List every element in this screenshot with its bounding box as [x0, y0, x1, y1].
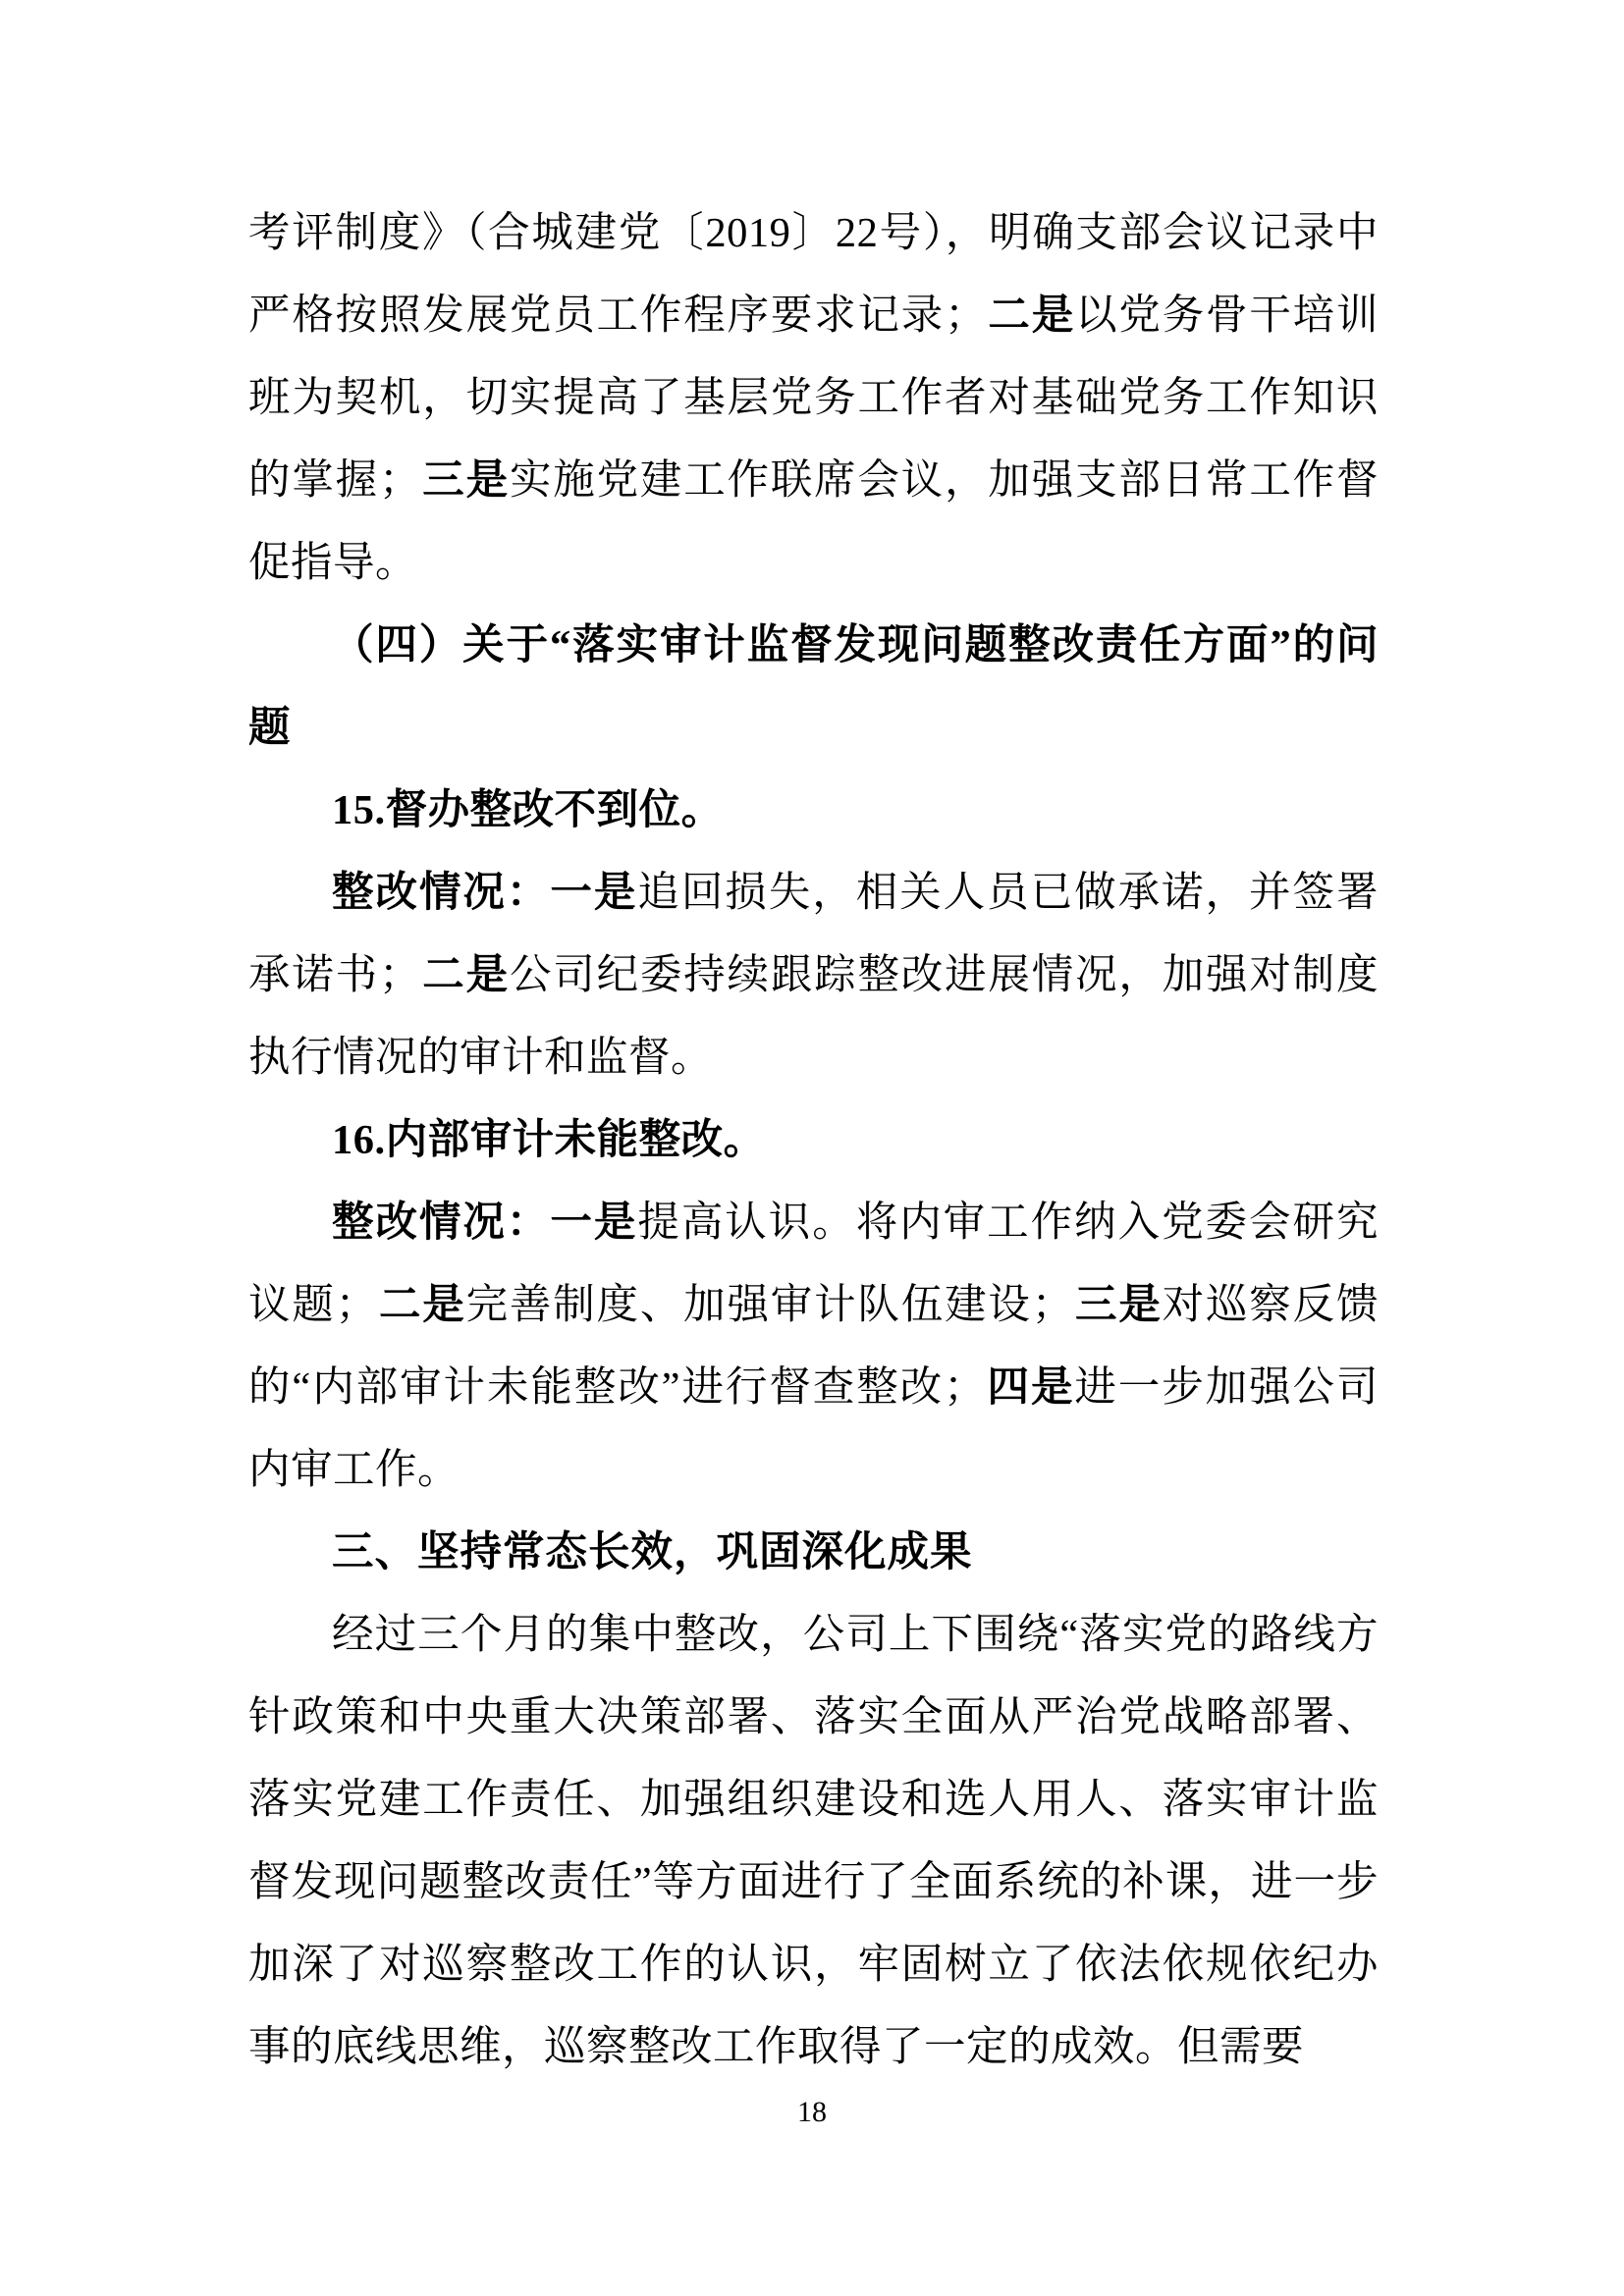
heading-part-three	[248, 1512, 1379, 1594]
emphasis-run: 整改情况：一是	[332, 870, 638, 916]
paragraph-continuation	[248, 192, 1379, 605]
heading-section-four	[248, 605, 1379, 770]
heading-text: 三、坚持常态长效，巩固深化成果	[332, 1529, 973, 1575]
emphasis-run: 三是	[420, 457, 510, 504]
text-run: 实施党建工作联席会议，加强支部日常工作督促指导。	[248, 457, 1379, 586]
paragraph-item-15-rectification	[248, 852, 1379, 1099]
heading-text: 15.督办整改不到位。	[332, 787, 724, 833]
heading-item-16	[248, 1099, 1379, 1182]
text-run: 以党务骨干培训班为契机，切实提高了基层党务工作者对基础党务工作知识的掌握；	[248, 293, 1379, 504]
text-run: 经过三个月的集中整改，公司上下围绕“落实党的路线方针政策和中央重大决策部署、落实全面从严治党战略部署、落实党建工作责任、加强组织建设和选人用人、落实审计监督发现问题整改责任”等方面进行了全面系统的补课，进一步加深了对巡察整改工作的认识，牢固树立了依法依规依纪办事的底线思维，巡察整改工作取得了一定的成效。但需要	[248, 1612, 1379, 2070]
text-run: 考评制度》（合城建党〔2019〕22号），明确支部会议记录中严格按照发展党员工作程序要求记录；	[248, 210, 1379, 339]
text-run: 公司纪委持续跟踪整改进展情况，加强对制度执行情况的审计和监督。	[248, 952, 1379, 1081]
text-run: 提高认识。将内审工作纳入党委会研究议题；	[248, 1200, 1379, 1328]
text-run: 完善制度、加强审计队伍建设；	[465, 1282, 1074, 1328]
emphasis-run: 二是	[377, 1282, 466, 1328]
heading-text: 16.内部审计未能整改。	[332, 1117, 766, 1163]
text-run: 对巡察反馈的“内部审计未能整改”进行督查整改；	[248, 1282, 1379, 1411]
emphasis-run: 整改情况：一是	[332, 1200, 638, 1246]
emphasis-run: 三是	[1073, 1282, 1163, 1328]
page-number: 18	[797, 2096, 827, 2128]
text-run: 进一步加强公司内审工作。	[248, 1364, 1379, 1493]
paragraph-item-16-rectification	[248, 1182, 1379, 1512]
heading-text: （四）关于“落实审计监督发现问题整改责任方面”的问题	[248, 622, 1379, 751]
emphasis-run: 二是	[987, 293, 1076, 339]
document-body	[248, 192, 1379, 2089]
emphasis-run: 二是	[420, 952, 510, 998]
emphasis-run: 四是	[986, 1364, 1075, 1411]
text-run: 追回损失，相关人员已做承诺，并签署承诺书；	[248, 870, 1379, 998]
heading-item-15	[248, 770, 1379, 852]
paragraph-summary	[248, 1594, 1379, 2089]
